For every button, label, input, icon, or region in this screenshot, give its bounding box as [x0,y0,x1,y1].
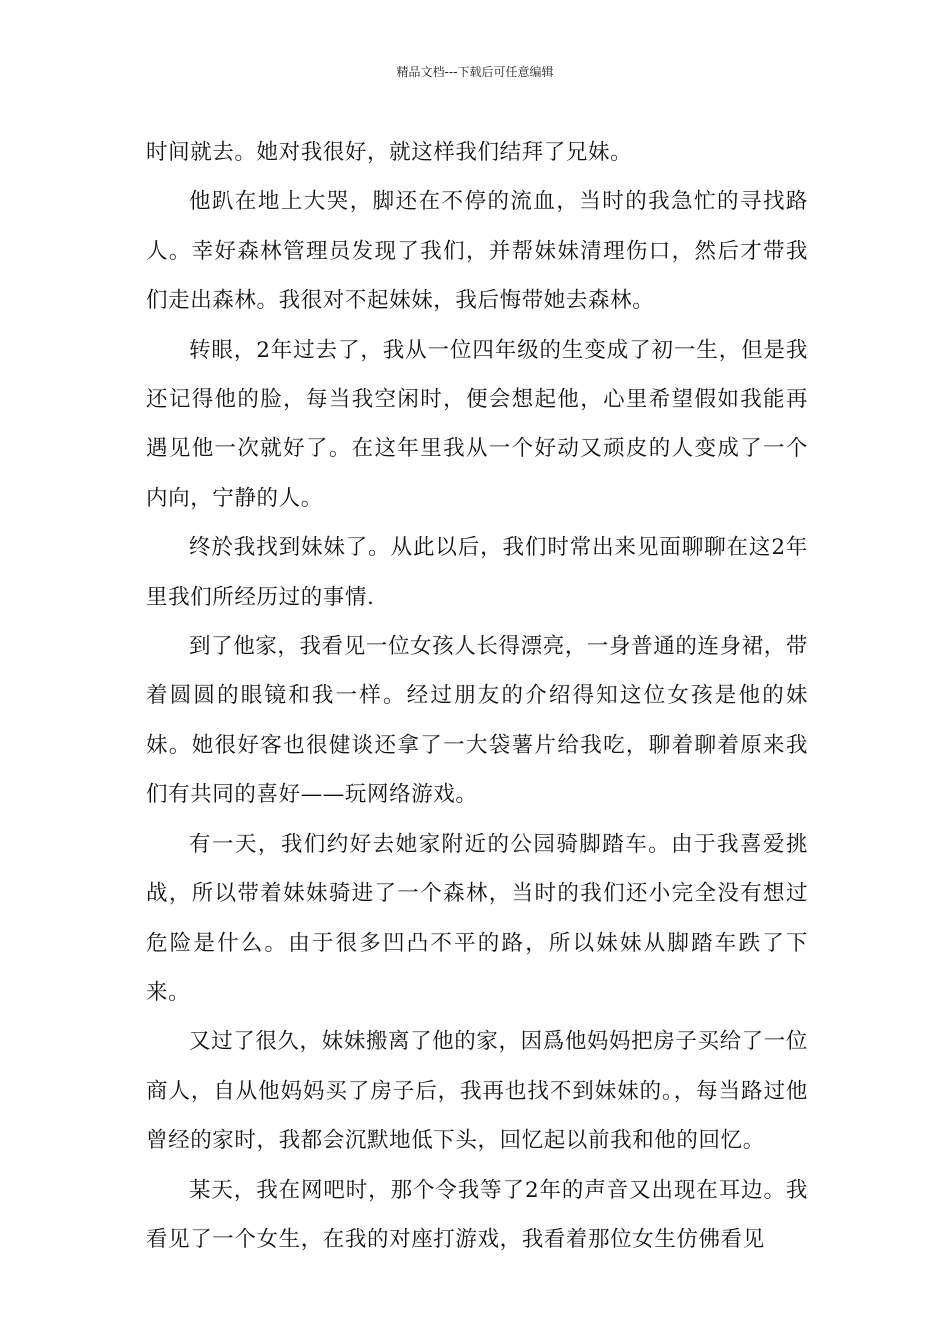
paragraph: 某天，我在网吧时，那个令我等了2年的声音又出现在耳边。我看见了一个女生，在我的对座打游戏，我看着那位女生仿佛看见 [146,1177,808,1252]
paragraph: 有一天，我们约好去她家附近的公园骑脚踏车。由于我喜爱挑战，所以带着妹妹骑进了一个森林，当时的我们还小完全没有想过危险是什么。由于很多凹凸不平的路，所以妹妹从脚踏车跌了下来。 [146,831,808,1005]
paragraph: 到了他家，我看见一位女孩人长得漂亮，一身普通的连身裙，带着圆圆的眼镜和我一样。经过朋友的介绍得知这位女孩是他的妹妹。她很好客也很健谈还拿了一大袋薯片给我吃，聊着聊着原来我们有共同的喜好——玩网络游戏。 [146,634,808,808]
paragraph: 他趴在地上大哭，脚还在不停的流血，当时的我急忙的寻找路人。幸好森林管理员发现了我们，并帮妹妹清理伤口，然后才带我们走出森林。我很对不起妹妹，我后悔带她去森林。 [146,189,808,314]
paragraph: 转眼，2年过去了，我从一位四年级的生变成了初一生，但是我还记得他的脸，每当我空闲时，便会想起他，心里希望假如我能再遇见他一次就好了。在这年里我从一个好动又顽皮的人变成了一个内向，宁静的人。 [146,337,808,511]
paragraph-continued: 时间就去。她对我很好，就这样我们结拜了兄妹。 [146,140,633,165]
paragraph: 又过了很久，妹妹搬离了他的家，因爲他妈妈把房子买给了一位商人，自从他妈妈买了房子后，我再也找不到妹妹的。，每当路过他曾经的家时，我都会沉默地低下头，回忆起以前我和他的回忆。 [146,1029,808,1154]
document-body [146,128,808,1264]
paragraph: 终於我找到妹妹了。从此以后，我们时常出来见面聊聊在这2年里我们所经历过的事情. [146,535,808,610]
page-header: 精品文档---下载后可任意编辑 [396,65,554,79]
